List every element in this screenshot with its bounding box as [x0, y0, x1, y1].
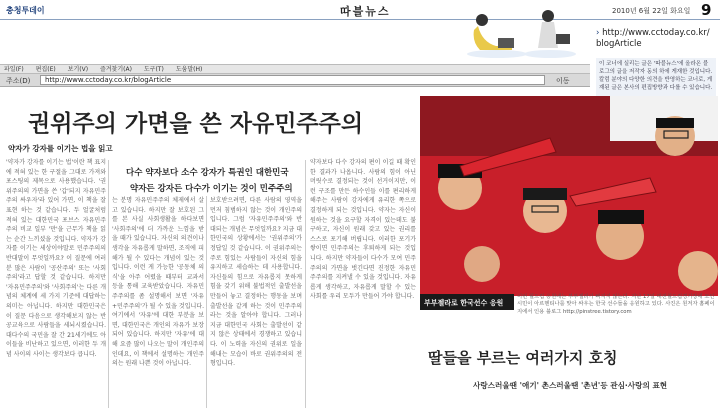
blog-url-line1[interactable]: http://www.cctoday.co.kr/	[602, 28, 710, 38]
masthead	[0, 0, 720, 20]
article-column-1: '약자가 강자를 이기는 법'이란 책 표지에 적혀 있는 한 구절을 그대로 가져와 포스팅의 제목으로 사용했습니다. '권위주의의 가면을 쓴 '갑'되지 자유민주주의 싸우자'라 있어 가면, 이 책을 잘 표현 하는 것 같습니다. 두 얼굴처럼 적혀 있는 대한민국 포브스 자유민주주의 비교 일부 '만'을 근무가 책을 읽는 순간 느끼셨을 것입니다. 약자가 강자를 이기는 세상이야말로 민주주의의 반대말이 무엇일까요? 이 질문에 여러분 많은 사람이 '공산주의' 또는 '사회주의'라고 답할 것 같습니다. 하지만 '자유민주주의'와 '사회주의'는 다른 개념의 체계에 세 가지 기준에 대답하는 의미는 아닙니다. 하지만 대한민국은 이 질문 다음으로 생각해보지 않는 반공교육으로 사람들을 세뇌시켰습니다. 대다수의 국민을 잘 간 21세기에도 아이들을 비난하고 있으면, 이러한 두 개념 사이의 사이는 생각보다 큽니다.	[6, 159, 106, 358]
menu-file[interactable]: 파일(F)	[4, 66, 24, 73]
article-subtitle-book: 약자가 강자를 이기는 법을 읽고	[8, 144, 113, 153]
page-number: 9	[701, 1, 712, 19]
menu-help[interactable]: 도움말(H)	[175, 66, 203, 73]
article-column-2: 는 분명 자유민주주의 체제에서 살고 있습니다. 하지만 잘 보호된 그를 본 사실 사회생활을 하다보면 '사회주의'에 더 가까운 느낌을 받을 때가 있습니다. 자신의 의견이나 생각을 자유롭게 말하면, 조직에 피해가 될 수 있다는 개념이 있는 것입니다. 이런 게 가능한 '공동체 의식'을 아주 어렸을 때부터 교과서 등을 통해 교육받았습니다. 자유민주주의를 좀 설명해서 보면 '자유+민주주의'가 될 수 있을 것입니다. 여기에서 '자유'에 대한 부분을 보면, 대한민국은 개인의 자유가 보장되어 있습니다. 하지만 '자유'에 대해 요즘 많이 나오는 말이 개인주의인데요, 이 책에서 설명하는 개인주의는 원래 나쁜 것이 아닙니다.	[112, 197, 204, 368]
menu-view[interactable]: 보기(V)	[67, 66, 89, 73]
article-column-3: 보호받으려면, 다른 사람의 영역을 먼저 침범하지 않는 것이 개인주의입니다. 그럼 '자유민주주의'와 반대되는 개념은 무엇일까요? 지금 대한민국의 상황에서는 '권위주의'가 정답일 것 같습니다. 이 권위주의는 주로 힘있는 사람들이 자신의 힘을 유지하고 세습하는 데 사용합니다. 자신들의 힘으로 자유롭지 못하게 힘을 갖기 위해 불법적인 출발선을 만들어 놓고 결정하는 행동을 보며 출발선을 같게 하는 것이 민주주의라는 것을 알아야 합니다. 그러나 지금 대한민국 사회는 출발선이 같지 않은 상태에서 경쟁하고 있습니다. 이 노력을 자신의 권위로 일을 해내는 모습이 바로 권위주의의 전형입니다.	[210, 197, 302, 368]
browser-menubar	[0, 64, 590, 74]
masthead-rule	[0, 19, 720, 20]
article-headline-block	[0, 95, 420, 139]
menu-tools[interactable]: 도구(T)	[143, 66, 164, 73]
sidebar-headline: 딸들을 부르는 여러가지 호칭	[428, 349, 618, 367]
column-divider	[305, 160, 306, 408]
article-subhead-2: 약자든 강자든 다수가 이기는 것이 민주주의	[130, 184, 293, 194]
article-subhead-1: 다수 약자보다 소수 강자가 특권인 대한민국	[126, 168, 289, 178]
menu-favorites[interactable]: 즐겨찾기(A)	[99, 66, 132, 73]
address-label: 주소(D)	[6, 77, 31, 85]
photo-caption-title: 부부젤라로 한국선수 응원	[420, 294, 514, 310]
address-input[interactable]: http://www.cctoday.co.kr/blogArticle	[40, 75, 545, 85]
article-column-4: 약자보다 다수 강자의 편이 이길 때 확인한 결과가 나옵니다. 사람의 힘이 아닌 머릿수로 결정되는 것이 선거이지만, 이런 구조를 만든 하수인들 이를 편리하게 해주는 사람이 강자에게 유리한 쪽으로 결정하게 되는 것입니다. 약자는 자신이 원하는 것을 요구할 자격이 있는데도 불구하고, 자신이 원래 갖고 있는 권리를 스스로 포기해 버립니다. 이러한 포기가 쌓이면 민주주의는 후퇴하게 되는 것입니다. 하지만 약자들이 다수가 모여 민주주의의 가면을 벗긴다면 진정한 자유민주주의를 지켜낼 수 있을 것입니다. 자유롭게 생각하고, 자유롭게 말할 수 있는 사회를 우리 모두가 만들어 가야 합니다.	[310, 159, 416, 301]
column-divider	[108, 160, 109, 408]
world-cup-fans-photo	[420, 96, 718, 296]
blog-url-box	[596, 28, 714, 50]
browser-address-bar	[0, 74, 590, 87]
menu-edit[interactable]: 편집(E)	[35, 66, 56, 73]
sidebar-deck: 사랑스러울땐 '애기' 촌스러울땐 '촌년'등 관심·사랑의 표현	[473, 381, 668, 390]
article-headline: 권위주의 가면을 쓴 자유민주주의	[28, 110, 364, 137]
column-divider	[206, 196, 207, 408]
section-title: 따블뉴스	[340, 5, 391, 18]
column-intro: 이 코너에 실리는 글은 '따블뉴스'에 올라온 블로그의 글을 저작자 동의 하에 게재한 것입니다. 칼럼 분야의 다양한 의견을 반영하는 코너로, 게재된 글은 본사의 편집방향과 다를 수 있습니다.	[596, 58, 716, 96]
arrow-icon: ›	[596, 28, 600, 38]
laptop-readers-illustration	[452, 2, 582, 62]
photo-caption-text: 이번 월드컵 응원에는 부부젤라가 빠지지 않는다. 지난 17일 대전월드컵경기장에 모인 시민이 아르헨티나를 맞아 싸우는 한국 선수들을 응원하고 있다. 사진은 원저자 홈페이지에서 인용 블로그 http://pinstree.tistory.com	[517, 294, 715, 315]
newspaper-name: 충청투데이	[6, 6, 45, 15]
blog-url-line2[interactable]: blogArticle	[596, 39, 642, 49]
issue-date: 2010년 6월 22일 화요일	[612, 7, 691, 15]
go-button[interactable]: 이동	[556, 77, 570, 85]
